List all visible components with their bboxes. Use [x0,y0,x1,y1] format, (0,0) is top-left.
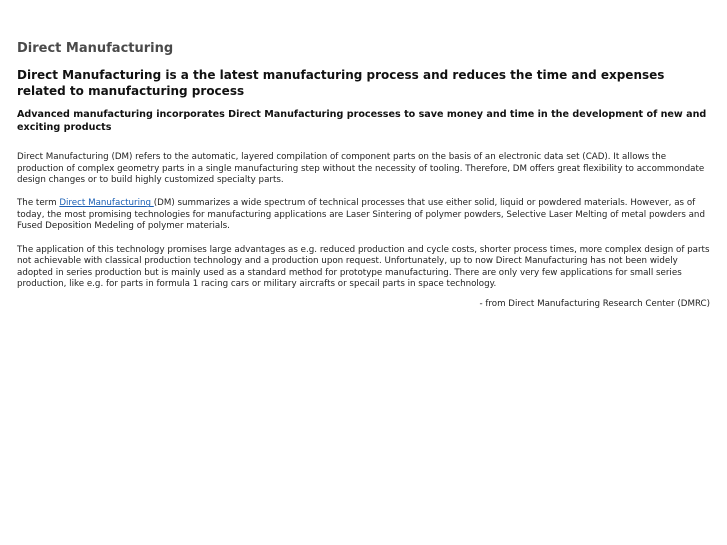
direct-manufacturing-link[interactable]: Direct Manufacturing [59,198,154,209]
paragraph-term-prefix: The term [17,198,60,209]
paragraph-term [17,198,710,233]
source-attribution: - from Direct Manufacturing Research Center (DMRC) [479,299,710,310]
paragraph-term-suffix: (DM) summarizes a wide spectrum of technical processes that use either solid, liquid or powdered materials. However, as of today, the most promising technologies for manufacturing applications are Laser Sintering of polymer powders, Selective Laser Melting of metal powders and Fused Deposition Medeling of polymer materials. [17,198,705,232]
paragraph-intro: Direct Manufacturing (DM) refers to the automatic, layered compilation of component parts on the basis of an electronic data set (CAD). It allows the production of complex geometry parts in a single manufacturing step without the necessity of tooling. Therefore, DM offers great flexibility to accommondate design changes or to build highly customized specialty parts. [17,152,705,186]
page-headline: Direct Manufacturing is a the latest manufacturing process and reduces the time and expenses related to manufacturing process [17,68,665,98]
page-subheadline: Advanced manufacturing incorporates Direct Manufacturing processes to save money and time in the development of new and exciting products [17,109,707,133]
paragraph-application: The application of this technology promises large advantages as e.g. reduced production and cycle costs, shorter process times, more complex design of parts not achievable with classical production technology and a production upon request. Unfortunately, up to now Direct Manufacturing has not been widely adopted in series production but is mainly used as a standard method for prototype manufacturing. There are only very few applications for small series production, like e.g. for parts in formula 1 racing cars or military aircrafts or specail parts in space technology. [17,244,710,290]
main-content [17,40,710,311]
site-title: Direct Manufacturing [17,41,174,56]
